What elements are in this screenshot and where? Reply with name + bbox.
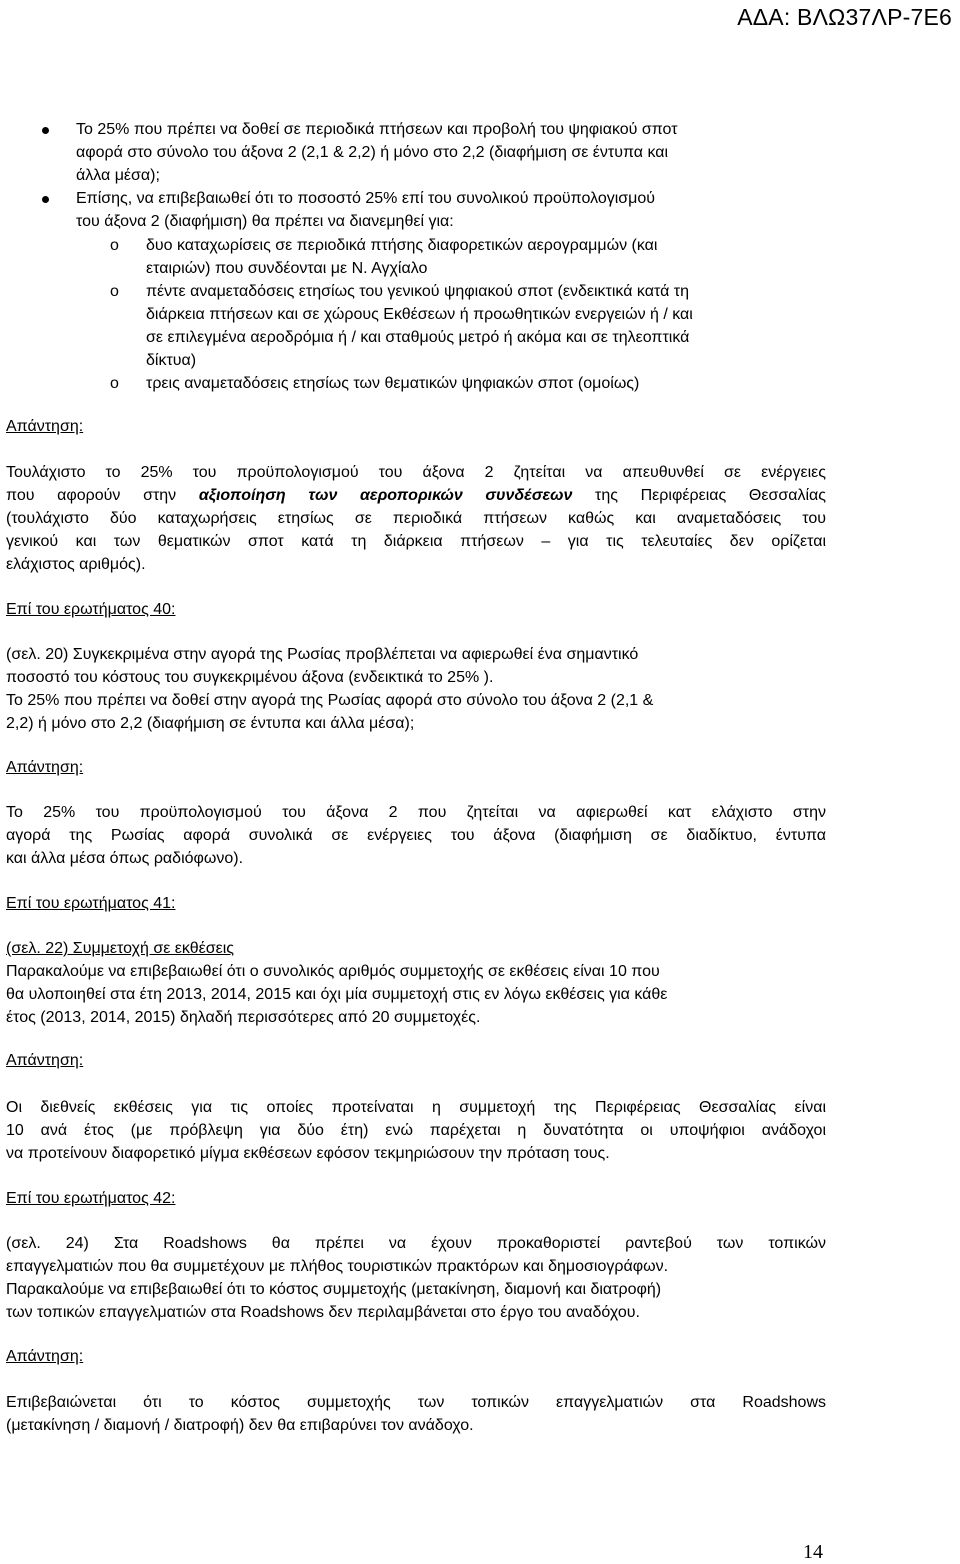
text-line: Το 25% που πρέπει να δοθεί σε περιοδικά πτήσεων και προβολή του ψηφιακού σποτ <box>76 121 678 138</box>
section-heading-40: Επί του ερωτήματος 40: <box>6 601 176 618</box>
text-line: διάρκεια πτήσεων και σε χώρους Εκθέσεων ή προωθητικών ενεργειών ή / και <box>146 306 693 323</box>
answer-paragraph-42 <box>6 1391 826 1437</box>
text-line: Το 25% που πρέπει να δοθεί στην αγορά της Ρωσίας αφορά στο σύνολο του άξονα 2 (2,1 & <box>6 692 654 709</box>
section-heading-42: Επί του ερωτήματος 42: <box>6 1190 176 1207</box>
circle-bullet-icon: o <box>110 283 119 300</box>
question-paragraph-42 <box>6 1232 826 1324</box>
bullet-icon <box>42 196 49 203</box>
ada-code: ΑΔΑ: ΒΛΩ37ΛΡ-7Ε6 <box>737 4 952 30</box>
text-line: ελάχιστος αριθμός). <box>6 556 146 573</box>
text-line: επαγγελματιών που θα συμμετέχουν με πλήθος τουριστικών πρακτόρων και δημοσιογράφων. <box>6 1258 669 1275</box>
text-line: Επίσης, να επιβεβαιωθεί ότι το ποσοστό 25% επί του συνολικού προϋπολογισμού <box>76 190 656 207</box>
section-heading-41: Επί του ερωτήματος 41: <box>6 895 176 912</box>
text-line: θα υλοποιηθεί στα έτη 2013, 2014, 2015 και όχι μία συμμετοχή στις εν λόγω εκθέσεις για κάθε <box>6 986 668 1003</box>
text-line: (τουλάχιστο δύο καταχωρήσεις ετησίως σε περιοδικά πτήσεων καθώς και αναμεταδόσεις του <box>6 510 826 527</box>
text-line: που αφορούν στην αξιοποίηση των αεροπορικών συνδέσεων της Περιφέρειας Θεσσαλίας <box>6 487 826 504</box>
text-line: (σελ. 20) Συγκεκριμένα στην αγορά της Ρωσίας προβλέπεται να αφιερωθεί ένα σημαντικό <box>6 646 639 663</box>
circle-bullet-icon: o <box>110 375 119 392</box>
text-line: Επιβεβαιώνεται ότι το κόστος συμμετοχής των τοπικών επαγγελματιών στα Roadshows <box>6 1394 826 1411</box>
text-line: τρεις αναμεταδόσεις ετησίως των θεματικών ψηφιακών σποτ (ομοίως) <box>146 375 640 392</box>
bullet-icon <box>42 127 49 134</box>
answer-paragraph <box>6 461 826 576</box>
text-line: (σελ. 24) Στα Roadshows θα πρέπει να έχουν προκαθοριστεί ραντεβού των τοπικών <box>6 1235 826 1252</box>
question-paragraph-41 <box>6 937 826 1029</box>
text-line: Παρακαλούμε να επιβεβαιωθεί ότι το κόστος συμμετοχής (μετακίνηση, διαμονή και διατροφή) <box>6 1281 662 1298</box>
text-line: σε επιλεγμένα αεροδρόμια ή / και σταθμούς μετρό ή ακόμα και σε τηλεοπτικά <box>146 329 690 346</box>
circle-bullet-icon: o <box>110 237 119 254</box>
bullet-list <box>76 118 836 233</box>
answer-paragraph-41 <box>6 1096 826 1165</box>
text-line: των τοπικών επαγγελματιών στα Roadshows δεν περιλαμβάνεται στο έργο του αναδόχου. <box>6 1304 640 1321</box>
text-line: δυο καταχωρίσεις σε περιοδικά πτήσης διαφορετικών αερογραμμών (και <box>146 237 658 254</box>
text-line: δίκτυα) <box>146 352 197 369</box>
text-line: ποσοστό του κόστους του συγκεκριμένου άξονα (ενδεικτικά το 25% ). <box>6 669 494 686</box>
text-line: άλλα μέσα); <box>76 167 160 184</box>
sub-list-item <box>110 372 836 395</box>
text-line: (σελ. 22) Συμμετοχή σε εκθέσεις <box>6 940 235 957</box>
text-line: 2,2) ή μόνο στο 2,2 (διαφήμιση σε έντυπα και άλλα μέσα); <box>6 715 415 732</box>
sub-list-item <box>110 280 836 372</box>
sub-list <box>110 234 836 395</box>
text-line: (μετακίνηση / διαμονή / διατροφή) δεν θα επιβαρύνει τον ανάδοχο. <box>6 1417 474 1434</box>
text-line: 10 ανά έτος (με πρόβλεψη για δύο έτη) ενώ παρέχεται η δυνατότητα οι υποψήφιοι ανάδοχοι <box>6 1122 826 1139</box>
text-line: αφορά στο σύνολο του άξονα 2 (2,1 & 2,2) ή μόνο στο 2,2 (διαφήμιση σε έντυπα και <box>76 144 669 161</box>
text-line: και άλλα μέσα όπως ραδιόφωνο). <box>6 850 244 867</box>
text-line: γενικού και των θεματικών σποτ κατά τη διάρκεια πτήσεων – για τις τελευταίες δεν ορίζεται <box>6 533 826 550</box>
sub-list-item <box>110 234 836 280</box>
answer-label: Απάντηση: <box>6 1052 84 1069</box>
answer-label: Απάντηση: <box>6 418 84 435</box>
text-line: εταιριών) που συνδέονται με Ν. Αγχίαλο <box>146 260 428 277</box>
list-item <box>76 187 836 233</box>
answer-label: Απάντηση: <box>6 759 84 776</box>
text-line: πέντε αναμεταδόσεις ετησίως του γενικού ψηφιακού σποτ (ενδεικτικά κατά τη <box>146 283 689 300</box>
question-paragraph-40 <box>6 643 796 735</box>
text-line: Τουλάχιστο το 25% του προϋπολογισμού του άξονα 2 ζητείται να απευθυνθεί σε ενέργειες <box>6 464 826 481</box>
text-line: Το 25% του προϋπολογισμού του άξονα 2 που ζητείται να αφιερωθεί κατ ελάχιστο στην <box>6 804 826 821</box>
text-line: Παρακαλούμε να επιβεβαιωθεί ότι ο συνολικός αριθμός συμμετοχής σε εκθέσεις είναι 10 που <box>6 963 660 980</box>
text-line: έτος (2013, 2014, 2015) δηλαδή περισσότερες από 20 συμμετοχές. <box>6 1009 481 1026</box>
text-line: να προτείνουν διαφορετικό μίγμα εκθέσεων εφόσον τεκμηριώσουν την πρόταση τους. <box>6 1145 610 1162</box>
list-item <box>76 118 836 187</box>
text-line: αγορά της Ρωσίας αφορά συνολικά σε ενέργειες του άξονα (διαφήμιση σε διαδίκτυο, έντυπα <box>6 827 826 844</box>
answer-label: Απάντηση: <box>6 1348 84 1365</box>
text-line: Οι διεθνείς εκθέσεις για τις οποίες προτείναται η συμμετοχή της Περιφέρειας Θεσσαλίας είναι <box>6 1099 826 1116</box>
emphasis-text: αξιοποίηση των αεροπορικών συνδέσεων <box>198 487 573 504</box>
answer-paragraph-40 <box>6 801 826 870</box>
text-line: του άξονα 2 (διαφήμιση) θα πρέπει να διανεμηθεί για: <box>76 213 454 230</box>
page-number: 14 <box>803 1541 823 1563</box>
